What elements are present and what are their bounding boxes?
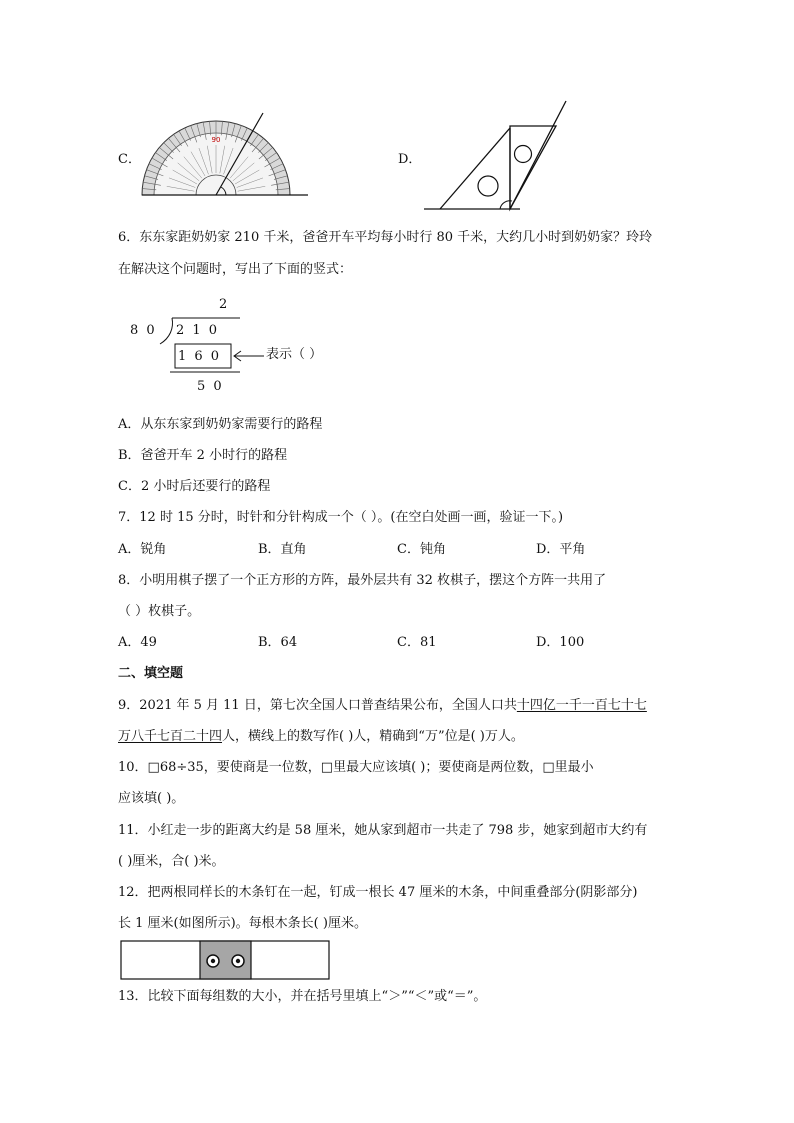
q6-option-a[interactable]: A．从东东家到奶奶家需要行的路程 [118,417,323,432]
q11-line1: 11．小红走一步的距离大约是 58 厘米，她从家到超市一共走了 798 步，她家到超市大约有 [118,823,648,838]
q10-line1: 10．□68÷35，要使商是一位数，□里最大应该填( )；要使商是两位数，□里最小 [118,760,594,775]
q9-underlined-number-part1: 十四亿一千一百七十七 [516,698,647,713]
q6-stem-line2: 在解决这个问题时，写出了下面的竖式： [118,262,353,277]
q12-line1: 12．把两根同样长的木条钉在一起，钉成一根长 47 厘米的木条，中间重叠部分(阴影部分) [118,885,638,900]
q6-option-c[interactable]: C．2 小时后还要行的路程 [118,479,271,494]
q7-option-c[interactable]: C．钝角 [397,542,446,557]
option-d-label: D． [398,152,422,167]
q8-stem-line2: （ ）枚棋子。 [118,604,201,619]
division-divisor: 8 0 [130,323,157,338]
q10-line2: 应该填( )。 [118,791,185,806]
q7-stem: 7．12 时 15 分时，时针和分针构成一个（ ）。(在空白处画一画，验证一下。) [118,510,564,525]
q8-option-b[interactable]: B．64 [258,635,298,650]
division-annotation: 表示（ ） [266,347,323,362]
q6-stem-line1: 6．东东家距奶奶家 210 千米，爸爸开车平均每小时行 80 千米，大约几小时到奶奶家？玲玲 [118,230,653,245]
q11-line2: ( )厘米，合( )米。 [118,854,225,869]
q12-line2: 长 1 厘米(如图所示)。每根木条长( )厘米。 [118,916,367,931]
division-quotient: 2 [219,297,228,312]
q8-stem-line1: 8．小明用棋子摆了一个正方形的方阵，最外层共有 32 枚棋子，摆这个方阵一共用了 [118,573,607,588]
section-title-fill-blank: 二、填空题 [118,666,184,681]
protractor-figure [140,110,310,202]
q7-option-b[interactable]: B．直角 [258,542,307,557]
division-product: 1 6 0 [178,349,222,364]
division-dividend: 2 1 0 [176,323,220,338]
q9-line2 [118,728,524,746]
q7-option-d[interactable]: D．平角 [536,542,586,557]
q7-option-a[interactable]: A．锐角 [118,542,167,557]
q6-option-b[interactable]: B．爸爸开车 2 小时行的路程 [118,448,288,463]
q8-option-d[interactable]: D．100 [536,635,585,650]
q8-option-a[interactable]: A．49 [118,635,157,650]
wood-strips-figure [120,940,332,982]
long-division-figure [140,310,270,390]
option-c-label: C． [118,152,141,167]
q13-stem: 13．比较下面每组数的大小，并在括号里填上“＞”“＜”或“＝”。 [118,989,487,1004]
q9-line1-prefix: 9．2021 年 5 月 11 日，第七次全国人口普查结果公布，全国人口共 [118,698,517,713]
q9-underlined-number-part2: 万八千七百二十四 [118,729,223,744]
set-square-figure [420,98,580,213]
division-remainder: 5 0 [197,379,224,394]
q9-line1 [118,697,647,715]
protractor-90-label: 90 [211,136,221,144]
q8-option-c[interactable]: C．81 [397,635,437,650]
q9-line2-suffix: 人，横线上的数写作( )人，精确到“万”位是( )万人。 [222,729,524,744]
